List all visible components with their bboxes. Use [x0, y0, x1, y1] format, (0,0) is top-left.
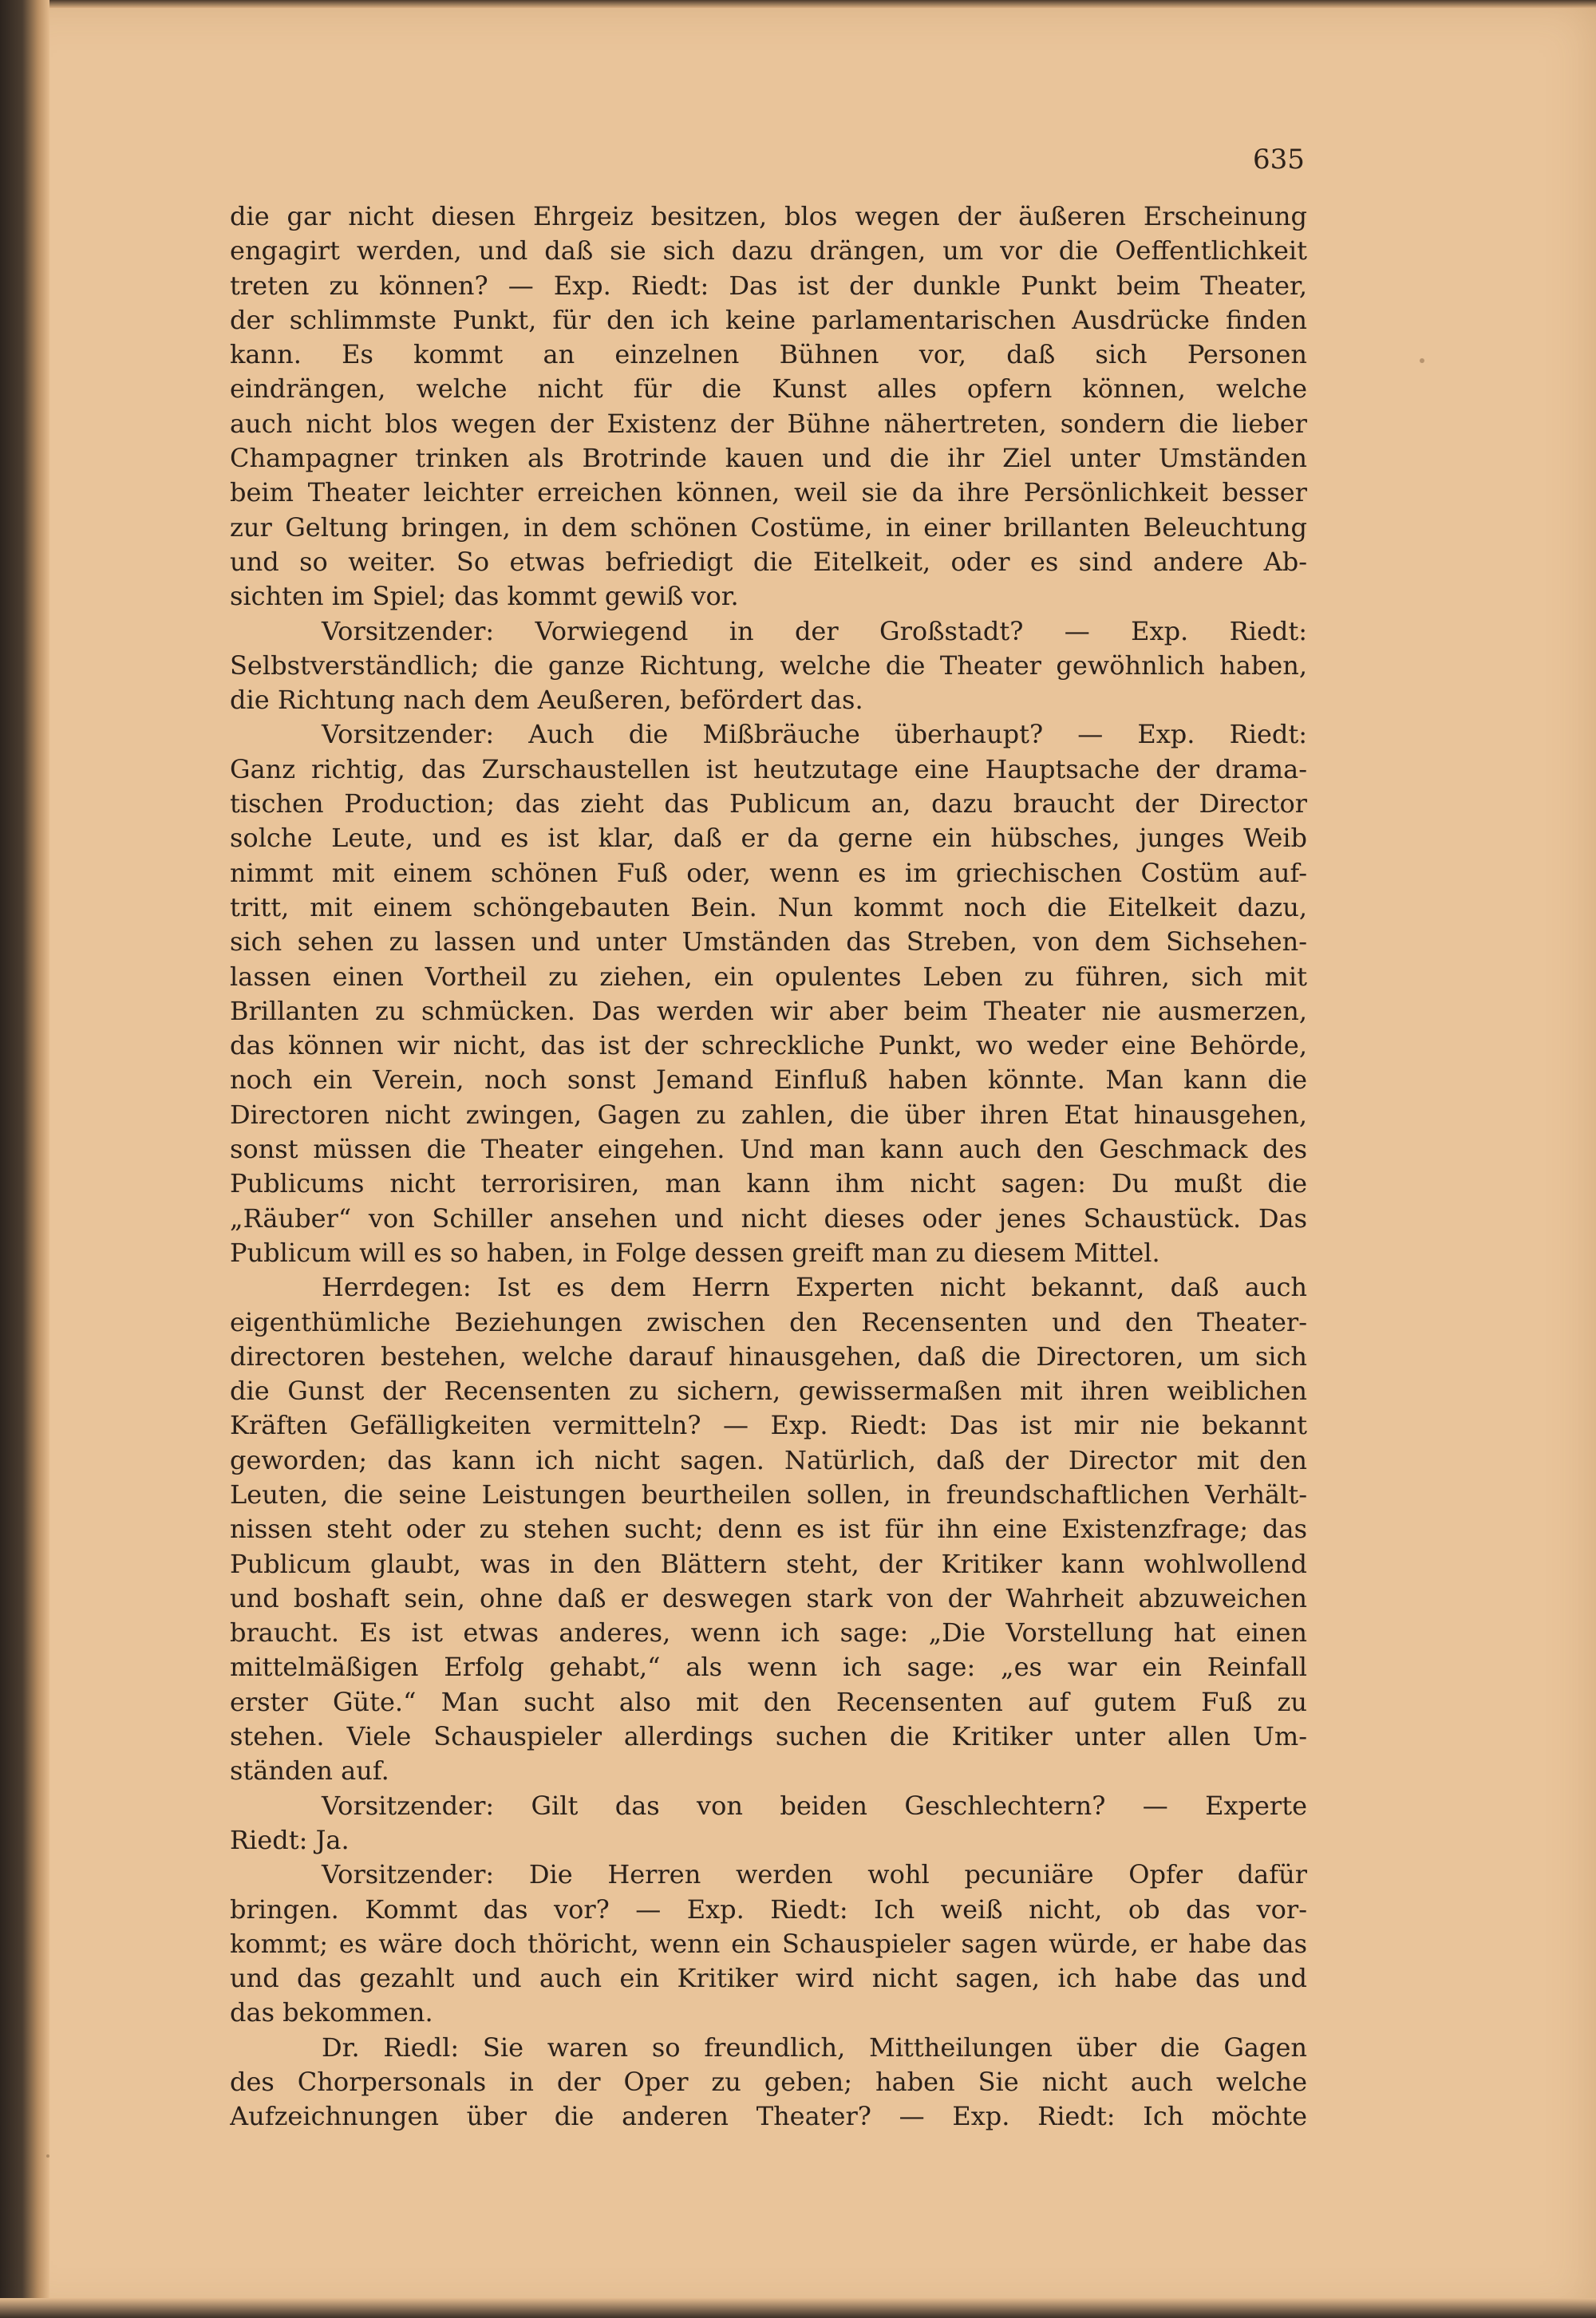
text-line: eigenthümliche Beziehungen zwischen den Recensenten und den Theater- — [230, 1306, 1307, 1337]
text-line: noch ein Verein, noch sonst Jemand Einfluß haben könnte. Man kann die — [230, 1064, 1307, 1096]
text-line: Dr. Riedl: Sie waren so freundlich, Mittheilungen über die Gagen — [322, 2032, 1307, 2063]
text-line: Publicum glaubt, was in den Blättern steht, der Kritiker kann wohlwollend — [230, 1548, 1307, 1579]
text-line: Vorsitzender: Die Herren werden wohl pecuniäre Opfer dafür — [322, 1859, 1307, 1890]
text-line: Vorsitzender: Vorwiegend in der Großstadt? — Exp. Riedt: — [322, 615, 1307, 646]
text-line: nissen steht oder zu stehen sucht; denn es ist für ihn eine Existenzfrage; das — [230, 1514, 1307, 1545]
page-number: 635 — [1253, 144, 1305, 176]
text-line: die Gunst der Recensenten zu sichern, gewissermaßen mit ihren weiblichen — [230, 1376, 1307, 1407]
text-line: auch nicht blos wegen der Existenz der Bühne nähertreten, sondern die lieber — [230, 408, 1307, 439]
text-line: eindrängen, welche nicht für die Kunst alles opfern können, welche — [230, 373, 1307, 405]
text-line: solche Leute, und es ist klar, daß er da gerne ein hübsches, junges Weib — [230, 823, 1307, 854]
text-line: braucht. Es ist etwas anderes, wenn ich sage: „Die Vorstellung hat einen — [230, 1617, 1307, 1649]
text-line: Selbstverständlich; die ganze Richtung, welche die Theater gewöhnlich haben, — [230, 650, 1307, 681]
text-line: Vorsitzender: Auch die Mißbräuche überhaupt? — Exp. Riedt: — [322, 719, 1307, 750]
text-line: des Chorpersonals in der Oper zu geben; haben Sie nicht auch welche — [230, 2067, 1307, 2098]
text-line: ständen auf. — [230, 1755, 389, 1787]
text-line: tischen Production; das zieht das Publicum an, dazu braucht der Director — [230, 788, 1307, 819]
page-bottom-edge — [0, 2298, 1596, 2318]
text-line: die gar nicht diesen Ehrgeiz besitzen, blos wegen der äußeren Erscheinung — [230, 201, 1307, 231]
binding-shadow — [0, 0, 49, 2318]
text-line: stehen. Viele Schauspieler allerdings suchen die Kritiker unter allen Um- — [230, 1721, 1307, 1752]
text-line: Brillanten zu schmücken. Das werden wir aber beim Theater nie ausmerzen, — [230, 995, 1307, 1026]
text-line: Ganz richtig, das Zurschaustellen ist heutzutage eine Hauptsache der drama- — [230, 753, 1307, 784]
text-line: kann. Es kommt an einzelnen Bühnen vor, daß sich Personen — [230, 339, 1307, 370]
paper-speckle — [46, 2154, 49, 2158]
text-line: Aufzeichnungen über die anderen Theater? — Exp. Riedt: Ich möchte — [230, 2101, 1307, 2132]
text-line: treten zu können? — Exp. Riedt: Das ist der dunkle Punkt beim Theater, — [230, 270, 1307, 301]
text-line: sichten im Spiel; das kommt gewiß vor. — [230, 581, 739, 612]
text-line: und so weiter. So etwas befriedigt die Eitelkeit, oder es sind andere Ab- — [230, 546, 1307, 577]
text-line: kommt; es wäre doch thöricht, wenn ein Schauspieler sagen würde, er habe das — [230, 1928, 1307, 1959]
text-line: das bekommen. — [230, 1997, 433, 2028]
body-text — [230, 199, 1307, 2134]
paper-speckle — [1420, 358, 1424, 363]
text-line: der schlimmste Punkt, für den ich keine parlamentarischen Ausdrücke finden — [230, 304, 1307, 335]
text-line: Vorsitzender: Gilt das von beiden Geschlechtern? — Experte — [322, 1790, 1307, 1821]
text-line: Champagner trinken als Brotrinde kauen und die ihr Ziel unter Umständen — [230, 443, 1307, 474]
text-line: tritt, mit einem schöngebauten Bein. Nun kommt noch die Eitelkeit dazu, — [230, 891, 1307, 922]
text-line: mittelmäßigen Erfolg gehabt,“ als wenn ich sage: „es war ein Reinfall — [230, 1652, 1307, 1683]
text-line: erster Güte.“ Man sucht also mit den Recensenten auf gutem Fuß zu — [230, 1686, 1307, 1717]
text-line: directoren bestehen, welche darauf hinausgehen, daß die Directoren, um sich — [230, 1341, 1307, 1372]
text-line: sich sehen zu lassen und unter Umständen das Streben, von dem Sichsehen- — [230, 926, 1307, 958]
text-line: Leuten, die seine Leistungen beurtheilen sollen, in freundschaftlichen Verhält- — [230, 1479, 1307, 1510]
text-line: die Richtung nach dem Aeußeren, befördert das. — [230, 685, 863, 716]
text-line: Publicums nicht terrorisiren, man kann ihm nicht sagen: Du mußt die — [230, 1168, 1307, 1199]
text-line: und boshaft sein, ohne daß er deswegen stark von der Wahrheit abzuweichen — [230, 1582, 1307, 1613]
text-line: zur Geltung bringen, in dem schönen Costüme, in einer brillanten Beleuchtung — [230, 511, 1307, 543]
text-line: lassen einen Vortheil zu ziehen, ein opulentes Leben zu führen, sich mit — [230, 961, 1307, 992]
text-line: Herrdegen: Ist es dem Herrn Experten nicht bekannt, daß auch — [322, 1272, 1307, 1303]
text-line: engagirt werden, und daß sie sich dazu drängen, um vor die Oeffentlichkeit — [230, 235, 1307, 267]
text-line: „Räuber“ von Schiller ansehen und nicht dieses oder jenes Schaustück. Das — [230, 1202, 1307, 1234]
text-line: beim Theater leichter erreichen können, weil sie da ihre Persönlichkeit besser — [230, 477, 1307, 508]
text-line: das können wir nicht, das ist der schreckliche Punkt, wo weder eine Behörde, — [230, 1030, 1307, 1061]
text-line: nimmt mit einem schönen Fuß oder, wenn es im griechischen Costüm auf- — [230, 857, 1307, 888]
text-line: Publicum will es so haben, in Folge dessen greift man zu diesem Mittel. — [230, 1237, 1160, 1268]
page-top-edge — [0, 0, 1596, 8]
text-line: sonst müssen die Theater eingehen. Und man kann auch den Geschmack des — [230, 1134, 1307, 1165]
text-line: geworden; das kann ich nicht sagen. Natürlich, daß der Director mit den — [230, 1444, 1307, 1475]
text-line: Directoren nicht zwingen, Gagen zu zahlen, die über ihren Etat hinausgehen, — [230, 1099, 1307, 1130]
text-line: Riedt: Ja. — [230, 1824, 350, 1855]
text-line: bringen. Kommt das vor? — Exp. Riedt: Ich weiß nicht, ob das vor- — [230, 1893, 1307, 1925]
text-line: und das gezahlt und auch ein Kritiker wird nicht sagen, ich habe das und — [230, 1963, 1307, 1994]
text-line: Kräften Gefälligkeiten vermitteln? — Exp. Riedt: Das ist mir nie bekannt — [230, 1410, 1307, 1441]
